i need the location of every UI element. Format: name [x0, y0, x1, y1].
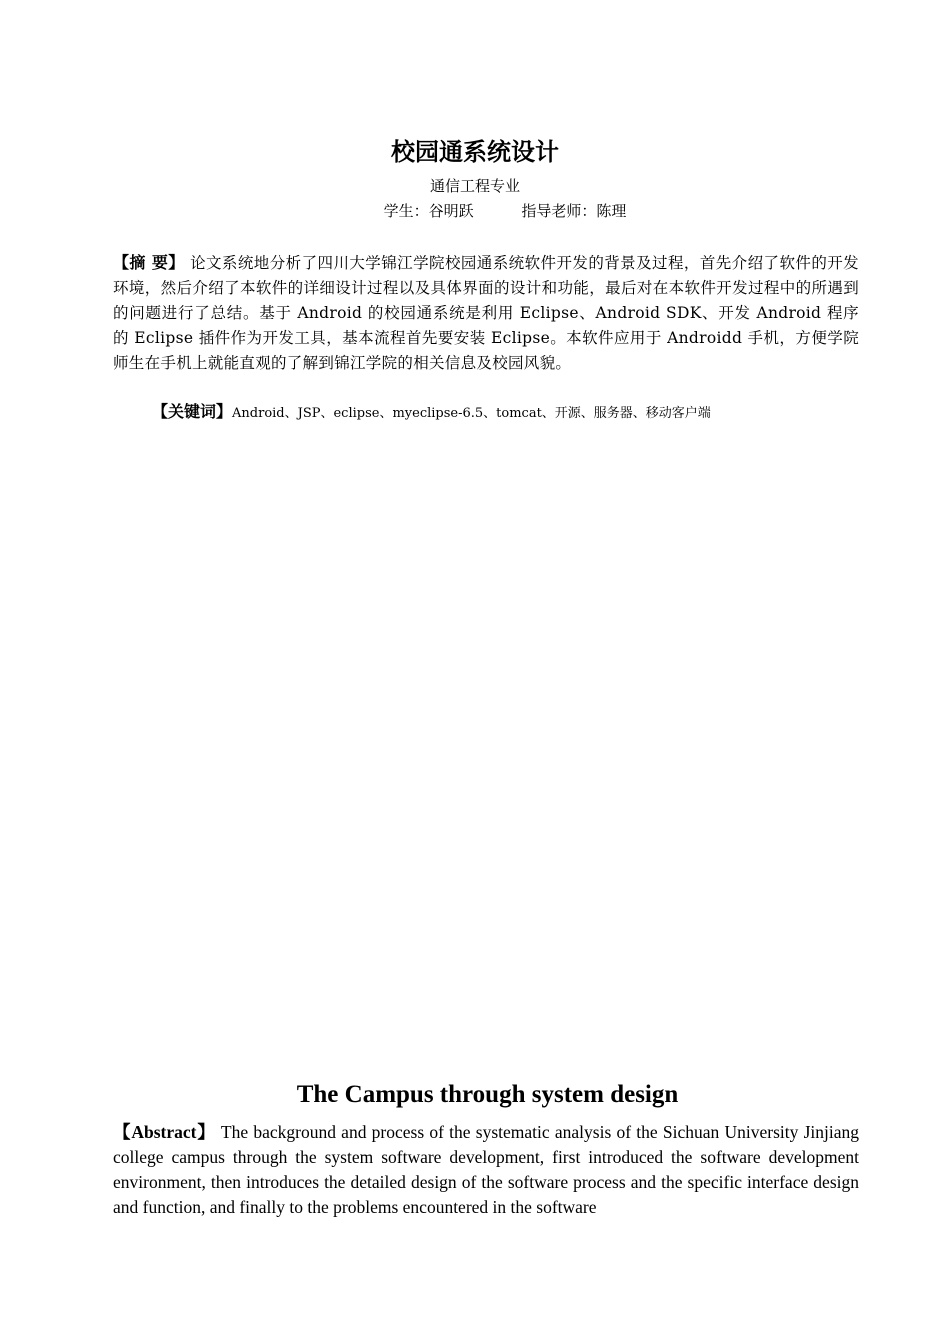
english-abstract-text: The background and process of the systematic analysis of the Sichuan University Jinjiang college campus through the system software development, first introduced the software development environment, then introduces the detailed design of the software process and the specific interface design and function, and finally to the problems encountered in the software — [113, 1122, 859, 1217]
student-name: 学生：谷明跃 — [383, 202, 474, 220]
chinese-keywords-label: 【关键词】 — [152, 402, 233, 421]
chinese-keywords — [152, 399, 872, 426]
chinese-keywords-text: Android、JSP、eclipse、myeclipse-6.5、tomcat、开源、服务器、移动客户端 — [232, 406, 711, 421]
advisor-name: 指导老师：陈理 — [521, 202, 627, 220]
chinese-title: 校园通系统设计 — [391, 138, 559, 166]
author-line — [0, 200, 950, 222]
chinese-abstract — [113, 250, 859, 376]
chinese-abstract-label: 【摘 要】 — [113, 253, 185, 272]
english-title: The Campus through system design — [296, 1081, 679, 1108]
chinese-abstract-text: 论文系统地分析了四川大学锦江学院校园通系统软件开发的背景及过程，首先介绍了软件的开发环境，然后介绍了本软件的详细设计过程以及具体界面的设计和功能，最后对在本软件开发过程中的所遇到的问题进行了总结。基于 Android 的校园通系统是利用 Eclipse、Android SDK、开发 Android 程序的 Eclipse 插件作为开发工具，基本流程首先要安装 Eclipse。本软件应用于 Androidd 手机，方便学院师生在手机上就能直观的了解到锦江学院的相关信息及校园风貌。 — [113, 254, 859, 372]
english-abstract — [113, 1120, 859, 1220]
english-abstract-label: 【Abstract】 — [113, 1122, 216, 1142]
major-line: 通信工程专业 — [429, 177, 520, 195]
